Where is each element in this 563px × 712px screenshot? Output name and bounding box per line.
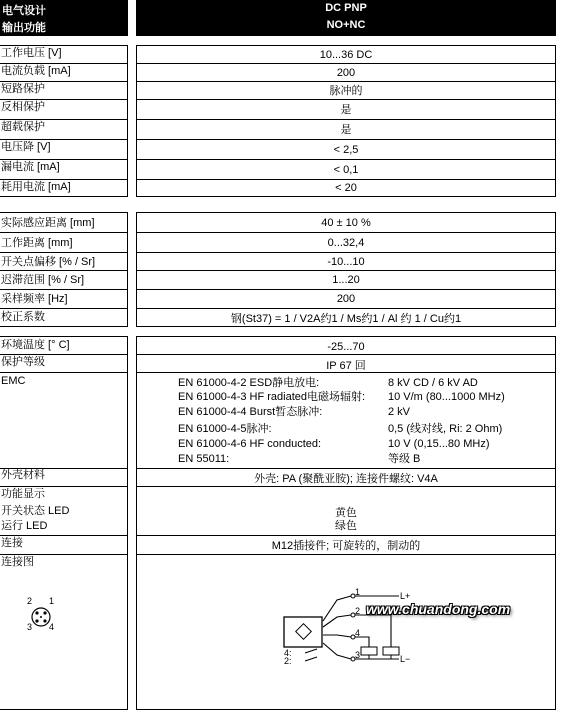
pin-label: 3 [27,622,33,632]
spec-label: 实际感应距离 [mm] [0,213,128,233]
emc-value: 2 kV [388,406,411,418]
pin-label: 4 [49,622,55,632]
emc-standard: EN 61000-4-2 ESD静电放电: [178,377,320,389]
spec-value: < 2,5 [136,140,556,160]
spec-label: 迟滞范围 [% / Sr] [0,271,128,290]
spec-value: 是 [136,100,556,120]
output-2-label: 2: [284,656,292,666]
header-left-line2: 输出功能 [2,22,46,34]
emc-block [136,373,556,469]
spec-label: 电压降 [V] [0,140,128,160]
display-label: 功能显示 [1,488,45,500]
pin-label: 2 [27,596,33,606]
spec-label: 耗用电流 [mA] [0,180,128,197]
l-minus-label: L− [400,654,411,664]
run-led-label: 运行 LED [1,520,48,532]
watermark: www.chuandong.com [366,601,511,617]
wiring-diagram-block [136,555,556,710]
spec-value: 10...36 DC [136,46,556,64]
display-label-block [0,487,128,536]
spec-value: -10...10 [136,253,556,271]
emc-value: 10 V/m (80...1000 MHz) [388,391,505,403]
header-left-line1: 电气设计 [2,5,46,17]
display-value-block [136,487,556,536]
run-led-value: 绿色 [335,520,357,532]
spec-label: 电流负载 [mA] [0,64,128,82]
spec-value: 1...20 [136,271,556,290]
spec-value: 200 [136,290,556,309]
wiring-label: 连接图 [1,556,34,568]
emc-value: 等级 B [388,453,421,465]
emc-label: EMC [0,373,128,469]
spec-label: 工作距离 [mm] [0,233,128,253]
emc-standard: EN 61000-4-5脉冲: [178,423,272,435]
header-right [136,0,556,36]
wiring-label-block [0,555,128,710]
spec-value: 40 ± 10 % [136,213,556,233]
pin-label: 1 [49,596,55,606]
wire-number: 3 [355,650,361,660]
emc-value: 0,5 (线对线, Ri: 2 Ohm) [388,423,503,435]
emc-value: 8 kV CD / 6 kV AD [388,377,478,389]
wire-number: 1 [355,587,361,597]
output-4-label: 4: [284,648,292,658]
spec-label: 漏电流 [mA] [0,160,128,180]
header-right-line2: NO+NC [326,19,366,31]
emc-value: 10 V (0,15...80 MHz) [388,438,490,450]
spec-value: 外壳: PA (聚酰亚胺); 连接件螺纹: V4A [136,469,556,487]
spec-label: 工作电压 [V] [0,46,128,64]
spec-value: M12插接件; 可旋转的，制动的 [136,536,556,555]
spec-label: 环境温度 [° C] [0,337,128,355]
spec-value: 脉冲的 [136,82,556,100]
spec-label: 外壳材料 [0,469,128,487]
spec-value: < 20 [136,180,556,197]
wire-number: 2 [355,606,361,616]
spec-label: 保护等级 [0,355,128,373]
spec-value: 200 [136,64,556,82]
wire-number: 4 [355,628,361,638]
spec-label: 超载保护 [0,120,128,140]
spec-value: 0...32,4 [136,233,556,253]
switch-led-value: 黄色 [335,507,357,519]
wiring-diagram [137,555,555,705]
header-right-line1: DC PNP [325,2,367,14]
spec-value: 是 [136,120,556,140]
header-left [0,0,128,36]
emc-standard: EN 61000-4-6 HF conducted: [178,438,322,450]
spec-value: 钢(St37) = 1 / V2A约1 / Ms约1 / Al 约 1 / Cu约1 [136,309,556,327]
spec-label: 采样频率 [Hz] [0,290,128,309]
l-plus-label: L+ [400,591,411,601]
spec-label: 反相保护 [0,100,128,120]
spec-label: 连接 [0,536,128,555]
spec-label: 开关点偏移 [% / Sr] [0,253,128,271]
spec-value: < 0,1 [136,160,556,180]
emc-standard: EN 61000-4-3 HF radiated电磁场辐射: [178,391,366,403]
emc-standard: EN 55011: [178,453,230,465]
spec-value: IP 67 回 [136,355,556,373]
spec-label: 短路保护 [0,82,128,100]
spec-value: -25...70 [136,337,556,355]
switch-led-label: 开关状态 LED [1,505,70,517]
emc-standard: EN 61000-4-4 Burst暂态脉冲: [178,406,323,418]
spec-label: 校正系数 [0,309,128,327]
